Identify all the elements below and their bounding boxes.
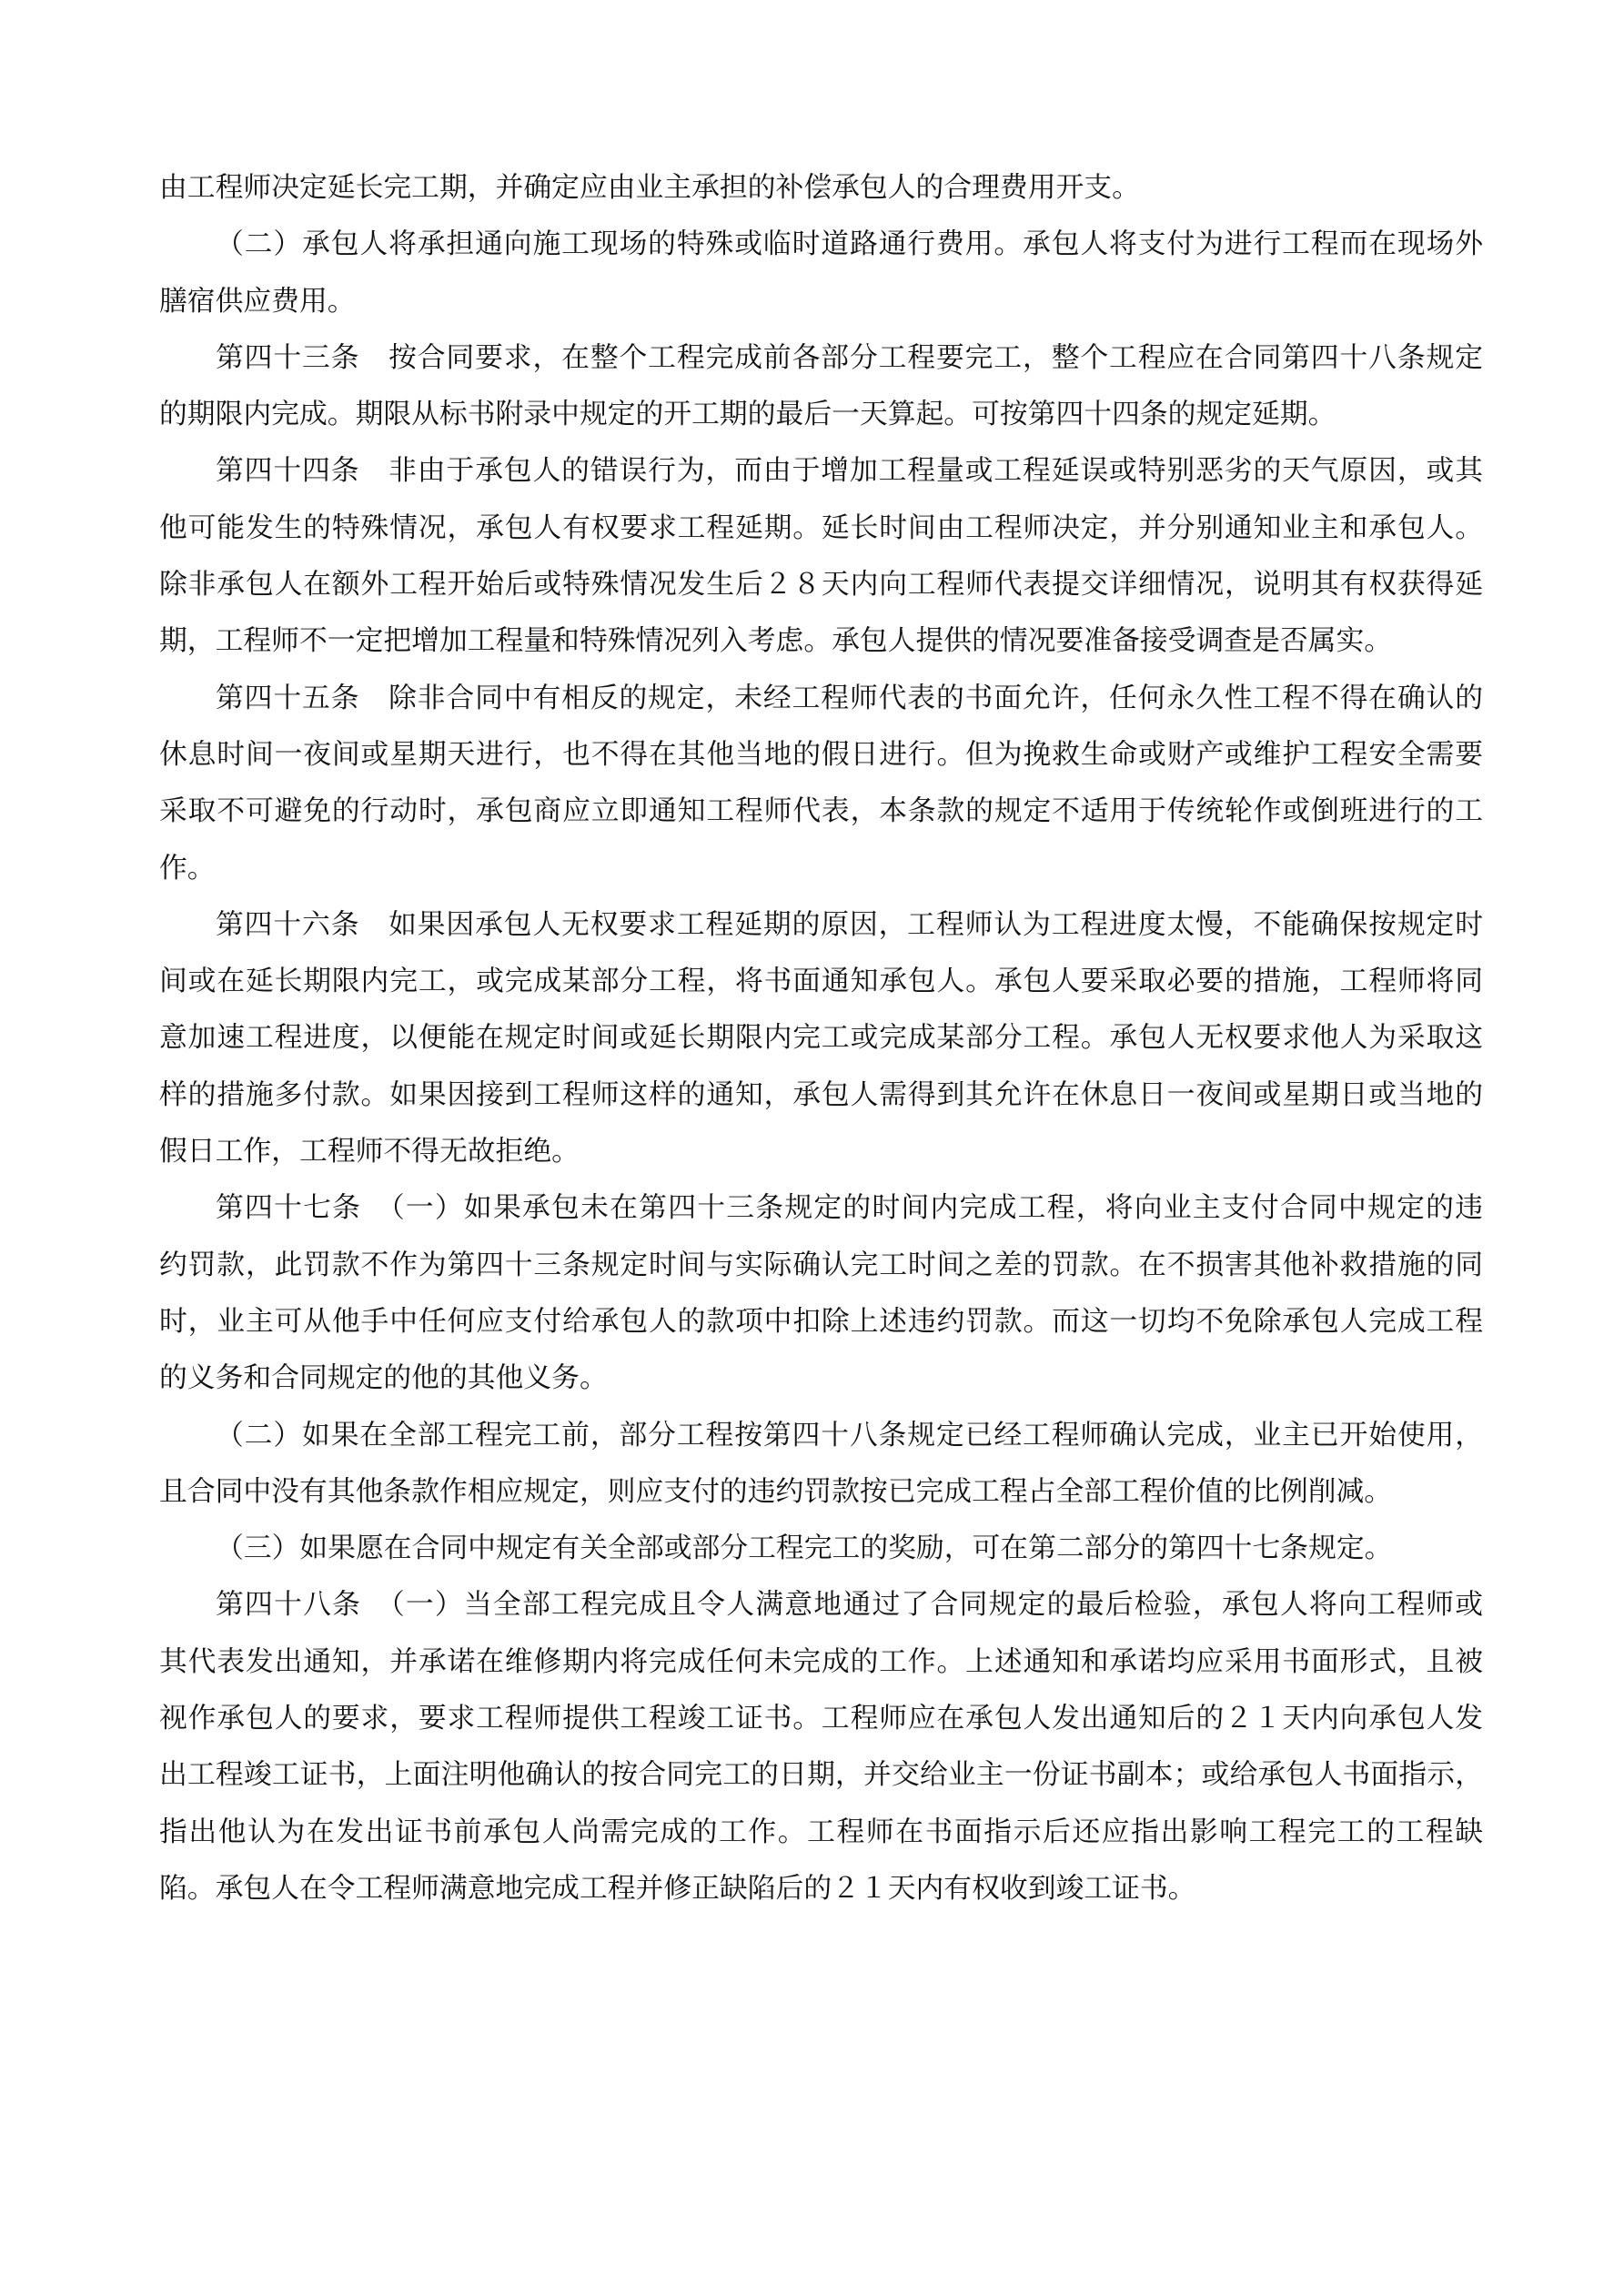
paragraph (159, 216, 1483, 329)
text-line: 第四十六条 如果因承包人无权要求工程延期的原因，工程师认为工程进度太慢，不能确保按规定时 (216, 907, 1483, 941)
text-line: （二）如果在全部工程完工前，部分工程按第四十八条规定已经工程师确认完成，业主已开始使用， (216, 1418, 1483, 1451)
text-line: 第四十七条 （一）如果承包未在第四十三条规定的时间内完成工程，将向业主支付合同中规定的违 (216, 1191, 1483, 1225)
text-line: 且合同中没有其他条款作相应规定，则应支付的违约罚款按已完成工程占全部工程价值的比例削减。 (159, 1474, 1393, 1508)
paragraph (159, 896, 1483, 1179)
text-line: 时，业主可从他手中任何应支付给承包人的款项中扣除上述违约罚款。而这一切均不免除承包人完成工程 (159, 1304, 1483, 1338)
text-line: （三）如果愿在合同中规定有关全部或部分工程完工的奖励，可在第二部分的第四十七条规定。 (216, 1532, 1393, 1565)
paragraph (159, 1576, 1483, 1917)
text-line: 指出他认为在发出证书前承包人尚需完成的工作。工程师在书面指示后还应指出影响工程完工的工程缺 (159, 1815, 1483, 1848)
text-line: 约罚款，此罚款不作为第四十三条规定时间与实际确认完工时间之差的罚款。在不损害其他补救措施的同 (159, 1248, 1483, 1281)
text-line: 膳宿供应费用。 (159, 284, 356, 318)
text-line: 采取不可避免的行动时，承包商应立即通知工程师代表，本条款的规定不适用于传统轮作或倒班进行的工 (159, 794, 1483, 828)
text-line: 第四十四条 非由于承包人的错误行为，而由于增加工程量或工程延误或特别恶劣的天气原因，或其 (216, 454, 1483, 488)
paragraph (159, 1179, 1483, 1406)
text-line: 意加速工程进度，以便能在规定时间或延长期限内完工或完成某部分工程。承包人无权要求他人为采取这 (159, 1021, 1483, 1055)
text-line: 出工程竣工证书，上面注明他确认的按合同完工的日期，并交给业主一份证书副本；或给承包人书面指示， (159, 1758, 1483, 1792)
text-line: 第四十三条 按合同要求，在整个工程完成前各部分工程要完工，整个工程应在合同第四十八条规定 (216, 340, 1483, 374)
text-line: 第四十五条 除非合同中有相反的规定，未经工程师代表的书面允许，任何永久性工程不得在确认的 (216, 681, 1483, 714)
text-line: 期，工程师不一定把增加工程量和特殊情况列入考虑。承包人提供的情况要准备接受调查是否属实。 (159, 624, 1393, 658)
paragraph (159, 1520, 1483, 1576)
text-line: 由工程师决定延长完工期，并确定应由业主承担的补偿承包人的合理费用开支。 (159, 171, 1140, 204)
text-line: （二）承包人将承担通向施工现场的特殊或临时道路通行费用。承包人将支付为进行工程而在现场外 (216, 228, 1483, 261)
paragraph (159, 159, 1483, 216)
paragraph (159, 442, 1483, 669)
text-line: 休息时间一夜间或星期天进行，也不得在其他当地的假日进行。但为挽救生命或财产或维护工程安全需要 (159, 737, 1483, 771)
text-line: 作。 (159, 851, 216, 885)
document-page (159, 159, 1483, 1917)
text-line: 样的措施多付款。如果因接到工程师这样的通知，承包人需得到其允许在休息日一夜间或星期日或当地的 (159, 1077, 1483, 1111)
paragraph (159, 670, 1483, 896)
text-line: 除非承包人在额外工程开始后或特殊情况发生后２８天内向工程师代表提交详细情况，说明其有权获得延 (159, 568, 1483, 602)
text-line: 他可能发生的特殊情况，承包人有权要求工程延期。延长时间由工程师决定，并分别通知业主和承包人。 (159, 511, 1483, 544)
text-line: 陷。承包人在令工程师满意地完成工程并修正缺陷后的２１天内有权收到竣工证书。 (159, 1871, 1196, 1905)
text-line: 第四十八条 （一）当全部工程完成且令人满意地通过了合同规定的最后检验，承包人将向工程师或 (216, 1588, 1483, 1622)
paragraph (159, 1407, 1483, 1521)
text-line: 的义务和合同规定的他的其他义务。 (159, 1361, 608, 1395)
text-line: 视作承包人的要求，要求工程师提供工程竣工证书。工程师应在承包人发出通知后的２１天内向承包人发 (159, 1702, 1483, 1735)
text-line: 其代表发出通知，并承诺在维修期内将完成任何未完成的工作。上述通知和承诺均应采用书面形式，且被 (159, 1644, 1483, 1678)
text-line: 的期限内完成。期限从标书附录中规定的开工期的最后一天算起。可按第四十四条的规定延期。 (159, 398, 1337, 431)
paragraph (159, 329, 1483, 443)
text-line: 间或在延长期限内完工，或完成某部分工程，将书面通知承包人。承包人要采取必要的措施，工程师将同 (159, 965, 1483, 998)
text-line: 假日工作，工程师不得无故拒绝。 (159, 1135, 580, 1168)
